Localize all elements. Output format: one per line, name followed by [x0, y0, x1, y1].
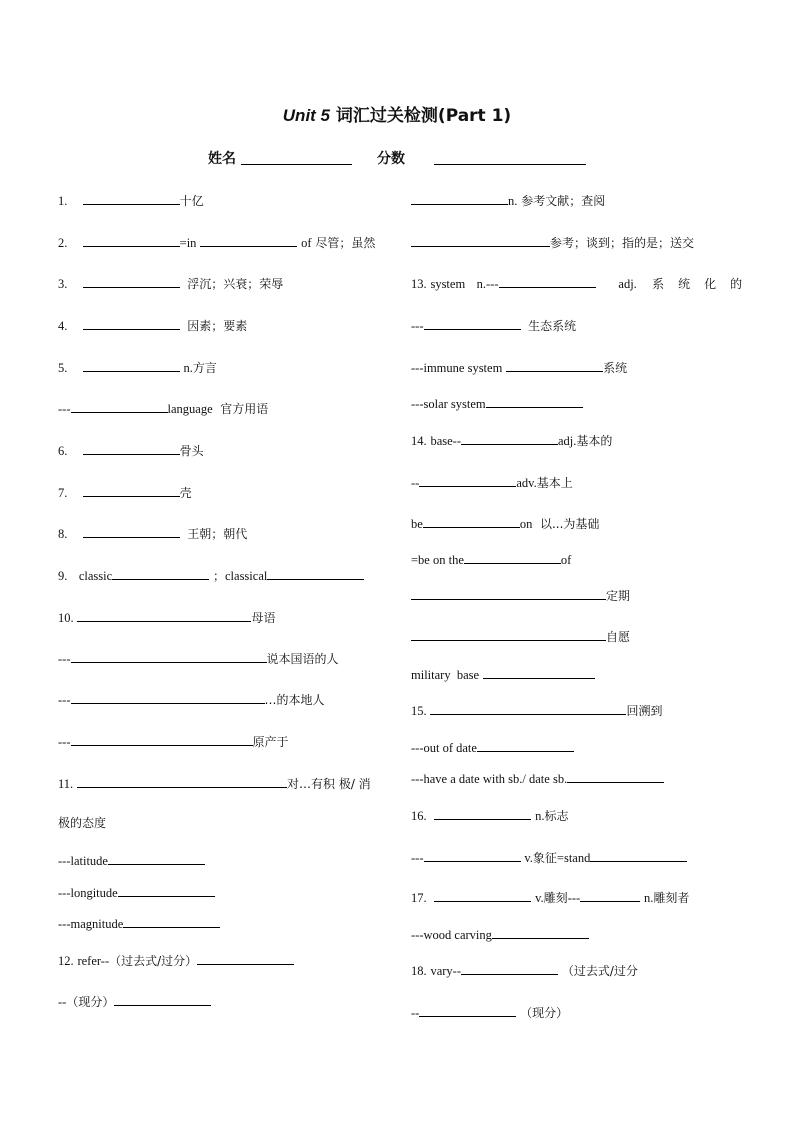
blank[interactable] [108, 851, 205, 865]
right-item-14 [411, 431, 612, 449]
blank[interactable] [83, 441, 180, 455]
left-item-12b [58, 992, 211, 1010]
item-number: 12. [58, 954, 74, 968]
item-text: 十亿 [179, 194, 204, 208]
blank[interactable] [424, 848, 521, 862]
blank[interactable] [506, 358, 603, 372]
item-text: 回溯到 [626, 704, 663, 718]
item-text: military base [411, 668, 480, 682]
right-item-14b [411, 473, 573, 491]
item-text: v. [535, 891, 544, 905]
item-text: =be on the [411, 553, 464, 567]
blank[interactable] [77, 608, 251, 622]
blank[interactable] [461, 961, 558, 975]
item-text: --- [58, 402, 71, 416]
right-item-18 [411, 961, 638, 979]
blank[interactable] [83, 358, 180, 372]
blank[interactable] [483, 665, 595, 679]
page-title [0, 101, 794, 126]
item-text: of [301, 236, 312, 250]
item-number: 9. [58, 569, 68, 583]
item-text: ---immune system [411, 361, 503, 375]
title-unit: Unit 5 [282, 106, 331, 125]
item-text: 母语 [251, 611, 276, 625]
item-text: （现分） [66, 995, 115, 1009]
item-text: refer-- [77, 954, 110, 968]
blank[interactable] [434, 888, 531, 902]
blank[interactable] [83, 524, 180, 538]
blank[interactable] [590, 848, 687, 862]
item-text: 基本上 [536, 476, 573, 490]
blank[interactable] [197, 951, 294, 965]
item-text: --- [567, 891, 581, 905]
item-text: 对…有积 极/ 消 [287, 777, 371, 791]
item-number: 8. [58, 527, 68, 541]
blank[interactable] [118, 883, 215, 897]
right-item-16b [411, 848, 687, 866]
left-item-10 [58, 608, 275, 626]
item-text: ---longitude [58, 886, 118, 900]
item-text: --- [58, 693, 71, 707]
item-text: of [560, 553, 572, 567]
item-text: adj. [558, 434, 577, 448]
blank[interactable] [424, 316, 521, 330]
item-text: -- [411, 1006, 420, 1020]
item-text: on [519, 517, 533, 531]
item-number: 6. [58, 444, 68, 458]
right-item-18b [411, 1003, 568, 1021]
item-text: --- [411, 319, 424, 333]
right-item-14g [411, 665, 595, 683]
score-field[interactable] [434, 148, 586, 165]
item-text: 以...为基础 [539, 517, 600, 531]
right-item-13c [411, 358, 627, 376]
item-number: 18. [411, 964, 427, 978]
item-text: adv. [516, 476, 537, 490]
blank[interactable] [477, 738, 574, 752]
item-text: --- [58, 735, 71, 749]
item-text: 浮沉；兴衰；荣辱 [187, 277, 284, 291]
right-item-14e [411, 586, 630, 604]
item-text: v. [524, 851, 533, 865]
right-item-15b [411, 738, 574, 756]
blank[interactable] [434, 806, 531, 820]
item-text: 基本的 [576, 434, 613, 448]
item-text: ---out of date [411, 741, 477, 755]
blank[interactable] [71, 649, 267, 663]
item-number: 5. [58, 361, 68, 375]
left-item-10c [58, 690, 325, 708]
item-text: vary-- [430, 964, 461, 978]
left-item-5b [58, 399, 268, 417]
item-number: 2. [58, 236, 68, 250]
item-text: n. [183, 361, 193, 375]
item-text: （现分） [520, 1006, 569, 1020]
item-text: 自愿 [606, 630, 631, 644]
right-item-15c [411, 769, 664, 787]
left-item-9 [58, 566, 364, 584]
blank[interactable] [430, 701, 626, 715]
item-text: system [430, 277, 466, 291]
item-text: ---have a date with sb./ date sb. [411, 772, 568, 786]
item-text: be [411, 517, 423, 531]
item-text: 王朝；朝代 [187, 527, 248, 541]
blank[interactable] [123, 914, 220, 928]
item-text: ---wood carving [411, 928, 492, 942]
blank[interactable] [267, 566, 364, 580]
right-item-14f [411, 627, 630, 645]
left-item-4 [58, 316, 247, 334]
right-item-16 [411, 806, 568, 824]
name-field[interactable] [241, 148, 352, 165]
item-number: 16. [411, 809, 427, 823]
item-text: 标志 [544, 809, 569, 823]
item-text: =stand [556, 851, 591, 865]
item-text: =in [179, 236, 197, 250]
blank[interactable] [492, 925, 589, 939]
blank[interactable] [499, 274, 596, 288]
item-number: 4. [58, 319, 68, 333]
blank[interactable] [77, 774, 287, 788]
right-item-13b [411, 316, 576, 334]
item-text: --- [58, 652, 71, 666]
blank[interactable] [411, 586, 606, 600]
item-text: 的本地人 [276, 693, 325, 707]
item-text: 象征 [532, 851, 557, 865]
item-text: 方言 [192, 361, 217, 375]
item-text: 定期 [606, 589, 631, 603]
blank[interactable] [71, 732, 253, 746]
blank[interactable] [580, 888, 640, 902]
item-number: 13. [411, 277, 427, 291]
item-text: 系统化的 [652, 277, 757, 291]
right-item-2 [411, 233, 694, 251]
right-item-17b [411, 925, 589, 943]
blank[interactable] [71, 690, 265, 704]
item-text: ； [212, 569, 225, 583]
item-text: 因素；要素 [187, 319, 248, 333]
blank[interactable] [411, 233, 550, 247]
item-text: classic [78, 569, 113, 583]
left-item-2 [58, 233, 375, 251]
right-item-14c [411, 514, 599, 532]
right-item-13 [411, 274, 756, 292]
item-text: 壳 [179, 486, 192, 500]
item-text: 说本国语的人 [266, 652, 339, 666]
left-item-1 [58, 191, 204, 209]
item-text: 原产于 [252, 735, 289, 749]
item-text: n.--- [476, 277, 499, 291]
item-text: （过去式/过分） [109, 954, 198, 968]
item-text: 尽管；虽然 [315, 236, 376, 250]
left-item-8 [58, 524, 247, 542]
blank[interactable] [423, 514, 520, 528]
item-text: -- [411, 476, 420, 490]
blank[interactable] [486, 394, 583, 408]
item-text: ---solar system [411, 397, 486, 411]
blank[interactable] [83, 274, 180, 288]
blank[interactable] [567, 769, 664, 783]
left-item-5 [58, 358, 217, 376]
item-text: 骨头 [179, 444, 204, 458]
right-item-14d [411, 550, 571, 568]
name-label: 姓名 [208, 151, 236, 167]
item-number: 1. [58, 194, 68, 208]
blank[interactable] [114, 992, 211, 1006]
left-item-11d [58, 883, 215, 901]
left-item-10b [58, 649, 339, 667]
item-text: 生态系统 [528, 319, 577, 333]
blank[interactable] [461, 431, 558, 445]
item-number: 7. [58, 486, 68, 500]
left-item-6 [58, 441, 204, 459]
blank[interactable] [411, 627, 606, 641]
item-text: 参考；谈到；指的是；送交 [550, 236, 695, 250]
item-text: … [264, 693, 277, 707]
left-item-11e [58, 914, 220, 932]
item-number: 11. [58, 777, 74, 791]
blank[interactable] [83, 233, 180, 247]
blank[interactable] [464, 550, 561, 564]
left-item-11 [58, 774, 371, 792]
score-label: 分数 [377, 151, 405, 167]
blank[interactable] [411, 191, 508, 205]
blank[interactable] [83, 483, 180, 497]
left-item-12 [58, 951, 294, 969]
item-text: adj. [618, 277, 637, 291]
title-rest: 词汇过关检测(Part 1) [330, 106, 512, 126]
item-text: -- [58, 995, 67, 1009]
right-item-13d [411, 394, 583, 412]
blank[interactable] [419, 473, 516, 487]
right-item-1 [411, 191, 605, 209]
blank[interactable] [83, 191, 180, 205]
item-text: 系统 [603, 361, 628, 375]
blank[interactable] [112, 566, 209, 580]
item-text: n. [644, 891, 654, 905]
item-number: 14. [411, 434, 427, 448]
item-text: 极的态度 [58, 816, 107, 830]
item-text: 参考文献；查阅 [521, 194, 606, 208]
item-text: ---latitude [58, 854, 108, 868]
item-number: 10. [58, 611, 74, 625]
item-text: n. [508, 194, 518, 208]
left-item-7 [58, 483, 192, 501]
blank[interactable] [83, 316, 180, 330]
item-text: --- [411, 851, 424, 865]
item-text: ---magnitude [58, 917, 124, 931]
item-text: 官方用语 [220, 402, 269, 416]
item-text: n. [535, 809, 545, 823]
blank[interactable] [200, 233, 297, 247]
left-item-10d [58, 732, 289, 750]
item-text: 雕刻者 [653, 891, 690, 905]
right-item-17 [411, 888, 689, 906]
item-text: base-- [430, 434, 461, 448]
item-text: language [167, 402, 213, 416]
right-item-15 [411, 701, 662, 719]
blank[interactable] [71, 399, 168, 413]
left-item-11b [58, 815, 106, 831]
item-text: 雕刻 [543, 891, 568, 905]
item-number: 17. [411, 891, 427, 905]
blank[interactable] [419, 1003, 516, 1017]
item-number: 3. [58, 277, 68, 291]
left-item-11c [58, 851, 205, 869]
item-text: classical [225, 569, 268, 583]
item-text: （过去式/过分 [561, 964, 638, 978]
item-number: 15. [411, 704, 427, 718]
left-item-3 [58, 274, 283, 292]
